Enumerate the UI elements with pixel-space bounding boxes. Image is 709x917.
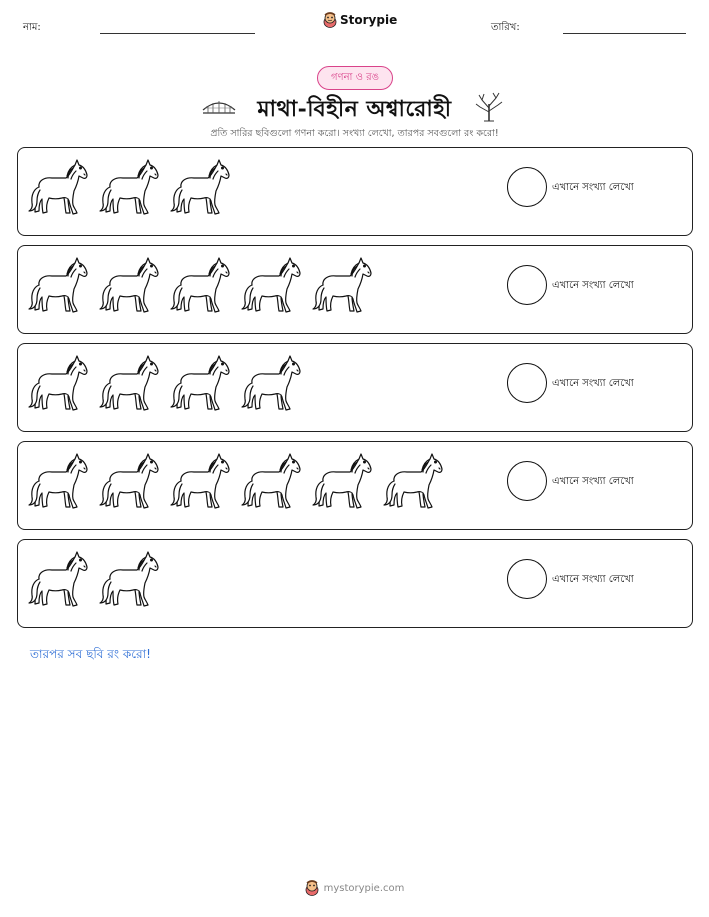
date-label: তারিখ: bbox=[491, 22, 520, 33]
horse-group bbox=[28, 451, 443, 513]
horse-icon bbox=[99, 549, 159, 611]
horse-group bbox=[28, 157, 230, 219]
answer-label: এখানে সংখ্যা লেখো bbox=[552, 280, 634, 291]
counting-row bbox=[17, 147, 693, 236]
date-field-line[interactable] bbox=[563, 33, 686, 34]
answer-circle[interactable] bbox=[507, 167, 547, 207]
counting-rows bbox=[17, 147, 693, 637]
name-field-line[interactable] bbox=[100, 33, 255, 34]
horse-icon bbox=[28, 451, 88, 513]
horse-icon bbox=[312, 255, 372, 317]
horse-icon bbox=[170, 255, 230, 317]
counting-row bbox=[17, 245, 693, 334]
horse-group bbox=[28, 255, 372, 317]
mascot-icon bbox=[305, 880, 319, 896]
answer-circle[interactable] bbox=[507, 363, 547, 403]
answer-label: এখানে সংখ্যা লেখো bbox=[552, 574, 634, 585]
horse-icon bbox=[99, 451, 159, 513]
color-instruction: তারপর সব ছবি রং করো! bbox=[30, 647, 151, 661]
instruction-text: প্রতি সারির ছবিগুলো গণনা করো। সংখ্যা লেখো, তারপর সবগুলো রং করো! bbox=[210, 128, 499, 139]
counting-row bbox=[17, 539, 693, 628]
site-url[interactable]: mystorypie.com bbox=[323, 882, 405, 894]
category-badge: গণনা ও রঙ bbox=[317, 66, 393, 90]
page-title: মাথা-বিহীন অশ্বারোহী bbox=[257, 96, 452, 122]
horse-icon bbox=[28, 255, 88, 317]
horse-icon bbox=[170, 353, 230, 415]
horse-icon bbox=[241, 353, 301, 415]
horse-icon bbox=[28, 549, 88, 611]
brand-logo bbox=[323, 12, 397, 28]
horse-icon bbox=[99, 255, 159, 317]
horse-icon bbox=[312, 451, 372, 513]
counting-row bbox=[17, 343, 693, 432]
answer-label: এখানে সংখ্যা লেখো bbox=[552, 476, 634, 487]
horse-icon bbox=[28, 353, 88, 415]
mascot-icon bbox=[323, 12, 337, 28]
horse-icon bbox=[170, 451, 230, 513]
answer-circle[interactable] bbox=[507, 559, 547, 599]
horse-group bbox=[28, 549, 159, 611]
horse-icon bbox=[241, 255, 301, 317]
horse-icon bbox=[28, 157, 88, 219]
counting-row bbox=[17, 441, 693, 530]
horse-icon bbox=[99, 157, 159, 219]
name-label: নাম: bbox=[23, 22, 41, 33]
horse-group bbox=[28, 353, 301, 415]
answer-label: এখানে সংখ্যা লেখো bbox=[552, 182, 634, 193]
horse-icon bbox=[99, 353, 159, 415]
answer-label: এখানে সংখ্যা লেখো bbox=[552, 378, 634, 389]
answer-circle[interactable] bbox=[507, 461, 547, 501]
horse-icon bbox=[383, 451, 443, 513]
answer-circle[interactable] bbox=[507, 265, 547, 305]
horse-icon bbox=[241, 451, 301, 513]
tree-icon bbox=[474, 90, 504, 122]
footer bbox=[0, 880, 709, 896]
horse-icon bbox=[170, 157, 230, 219]
brand-name: Storypie bbox=[340, 13, 398, 27]
